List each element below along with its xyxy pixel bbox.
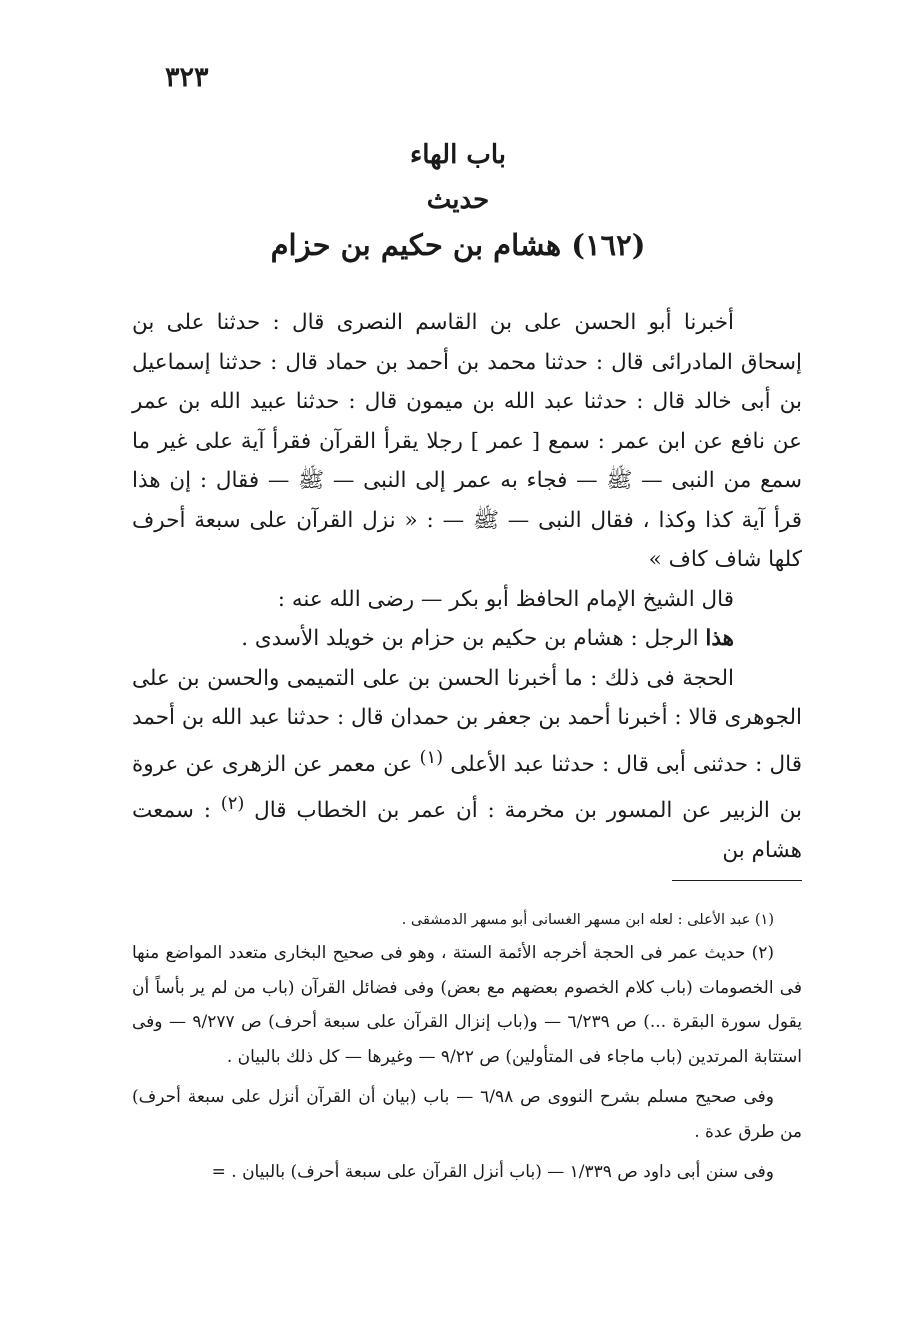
footnote-ref-1: (١)	[419, 746, 444, 768]
section-heading: حديث	[426, 185, 490, 215]
evidence-text-a: الحجة فى ذلك : ما أخبرنا الحسن بن على التميمى والحسن بن على الجوهرى قالا : أخبرنا أحمد بن جعفر بن حمدان قال : حدثنا عبد الله بن أحمد قال : حدثنى أبى قال : حدثنا عبد الأعلى	[132, 665, 802, 777]
bold-keyword: هذا	[705, 626, 734, 651]
evidence-text-c: : سمعت هشام بن	[132, 798, 802, 863]
main-text	[132, 303, 802, 870]
footnote-2-abudawud: وفى سنن أبى داود ص ١/٣٣٩ — (باب أنزل القرآن على سبعة أحرف) بالبيان . =	[211, 1162, 774, 1182]
footnote-1: (١) عبد الأعلى : لعله ابن مسهر الغسانى أبو مسهر الدمشقى .	[401, 912, 774, 928]
footnote-2-muslim: وفى صحيح مسلم بشرح النووى ص ٦/٩٨ — باب (بيان أن القرآن أنزل على سبعة أحرف) من طرق عدة .	[132, 1087, 802, 1142]
footnote-ref-2: (٢)	[220, 793, 245, 815]
paragraph-identification	[132, 619, 802, 659]
entry-heading: (١٦٢) هشام بن حكيم بن حزام	[270, 228, 646, 262]
paragraph-isnad: أخبرنا أبو الحسن على بن القاسم النصرى قال : حدثنا على بن إسحاق المادرائى قال : حدثنا محمد بن أحمد بن حماد قال : حدثنا إسماعيل بن أبى خالد قال : حدثنا عبد الله بن ميمون قال : حدثنا عبيد الله بن عمر عن نافع عن ابن عمر : سمع [ عمر ] رجلا يقرأ القرآن فقرأ آية على غير ما سمع من النبى — ﷺ — فجاء به عمر إلى النبى — ﷺ — فقال : إن هذا قرأ آية كذا وكذا ، فقال النبى — ﷺ — : « نزل القرآن على سبعة أحرف كلها شاف كاف »	[132, 310, 802, 572]
page-number: ٣٢٣	[165, 62, 209, 93]
footnote-divider	[672, 880, 802, 881]
evidence-text-b: عن معمر عن الزهرى عن عروة بن الزبير عن المسور بن مخرمة : أن عمر بن الخطاب قال	[132, 751, 802, 824]
chapter-heading: باب الهاء	[410, 140, 506, 170]
identification-text: الرجل : هشام بن حكيم بن حزام بن خويلد الأسدى .	[241, 626, 706, 651]
footnotes	[132, 904, 802, 1190]
paragraph-shaykh: قال الشيخ الإمام الحافظ أبو بكر — رضى الله عنه :	[277, 586, 734, 612]
footnote-2: (٢) حديث عمر فى الحجة أخرجه الأئمة الستة ، وهو فى صحيح البخارى متعدد المواضع منها فى الخصومات (باب كلام الخصوم بعضهم مع بعض) وفى فضائل القرآن (باب من لم ير بأساً أن يقول سورة البقرة ...) ص ٦/٢٣٩ — و(باب إنزال القرآن على سبعة أحرف) ص ٩/٢٧٧ — وفى استتابة المرتدين (باب ماجاء فى المتأولين) ص ٩/٢٢ — وغيرها — كل ذلك بالبيان .	[132, 943, 802, 1067]
paragraph-evidence	[132, 659, 802, 871]
